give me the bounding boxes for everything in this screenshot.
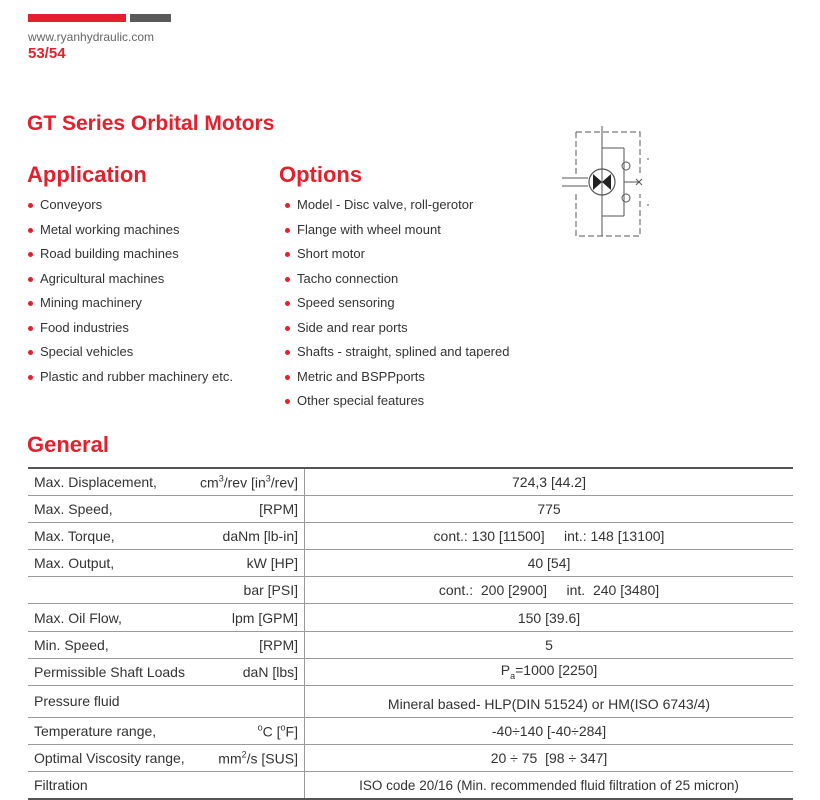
list-item: Metric and BSPPports (285, 367, 509, 392)
page-title: GT Series Orbital Motors (27, 112, 275, 135)
row-unit: daNm [lb-in] (222, 528, 298, 545)
row-unit: kW [HP] (246, 555, 298, 572)
table-row (28, 631, 793, 658)
list-item: Metal working machines (28, 220, 233, 245)
website-url[interactable]: www.ryanhydraulic.com (28, 30, 155, 44)
row-label: Pressure fluid (34, 693, 120, 710)
row-value: 40 [54] (305, 550, 794, 577)
table-row (28, 685, 793, 717)
table-row (28, 772, 793, 800)
header-dark-bar (130, 14, 171, 22)
list-item: Conveyors (28, 195, 233, 220)
row-unit: daN [lbs] (242, 663, 298, 680)
list-item: Model - Disc valve, roll-gerotor (285, 195, 509, 220)
row-label: Max. Output, (34, 555, 115, 572)
list-item: Road building machines (28, 244, 233, 269)
row-label: Min. Speed, (34, 636, 109, 653)
row-label: Temperature range, (34, 722, 157, 739)
row-unit: $mm^2/s$ [SUS] (218, 749, 298, 767)
row-value: $P_a=1000$ [2250] (305, 658, 794, 685)
list-item: Flange with wheel mount (285, 220, 509, 245)
general-heading: General (27, 432, 109, 457)
table-row (28, 468, 793, 496)
row-value: 724,3 [44.2] (305, 468, 794, 496)
application-heading: Application (27, 162, 147, 187)
header-accent-bar (28, 14, 126, 22)
row-unit: [RPM] (259, 501, 298, 518)
list-item: Food industries (28, 318, 233, 343)
table-row (28, 550, 793, 577)
row-value: Mineral based- HLP(DIN 51524) or HM(ISO 6743/4) (305, 685, 794, 717)
row-unit: $^o$C [$^o$F] (257, 722, 298, 740)
row-unit: [RPM] (259, 636, 298, 653)
row-label: Permissible Shaft Loads (34, 663, 185, 680)
row-value: 775 (305, 496, 794, 523)
row-value: ISO code 20/16 (Min. recommended fluid filtration of 25 micron) (305, 772, 794, 800)
table-row (28, 604, 793, 631)
table-row (28, 717, 793, 744)
list-item: Plastic and rubber machinery etc. (28, 367, 233, 392)
row-unit: lpm [GPM] (231, 609, 298, 626)
row-label: Optimal Viscosity range, (34, 749, 185, 766)
row-label: Max. Oil Flow, (34, 609, 122, 626)
table-row (28, 744, 793, 771)
hydraulic-motor-symbol-icon (562, 124, 654, 242)
list-item: Special vehicles (28, 342, 233, 367)
row-label: Filtration (34, 777, 88, 794)
list-item: Short motor (285, 244, 509, 269)
list-item: Speed sensoring (285, 293, 509, 318)
row-label: Max. Torque, (34, 528, 115, 545)
list-item: Other special features (285, 391, 509, 416)
row-label: Max. Speed, (34, 501, 113, 518)
row-unit: bar [PSI] (243, 582, 298, 599)
page-number: 53/54 (28, 45, 66, 62)
list-item: Agricultural machines (28, 269, 233, 294)
table-row (28, 577, 793, 604)
options-heading: Options (279, 162, 363, 187)
row-value: cont.: 130 [11500] int.: 148 [13100] (305, 523, 794, 550)
table-row (28, 658, 793, 685)
options-list (285, 195, 509, 416)
list-item: Mining machinery (28, 293, 233, 318)
table-row (28, 523, 793, 550)
list-item: Side and rear ports (285, 318, 509, 343)
row-value: 5 (305, 631, 794, 658)
application-list (28, 195, 233, 391)
row-value: -40÷140 [-40÷284] (305, 717, 794, 744)
row-unit: $cm^3$/rev $[in^3/rev]$ (200, 473, 298, 491)
row-label: Max. Displacement, (34, 474, 157, 491)
list-item: Tacho connection (285, 269, 509, 294)
general-spec-table (28, 467, 793, 800)
row-value: cont.: 200 [2900] int. 240 [3480] (305, 577, 794, 604)
table-row (28, 496, 793, 523)
row-value: 150 [39.6] (305, 604, 794, 631)
list-item: Shafts - straight, splined and tapered (285, 342, 509, 367)
row-value: 20 ÷ 75 [98 ÷ 347] (305, 744, 794, 771)
